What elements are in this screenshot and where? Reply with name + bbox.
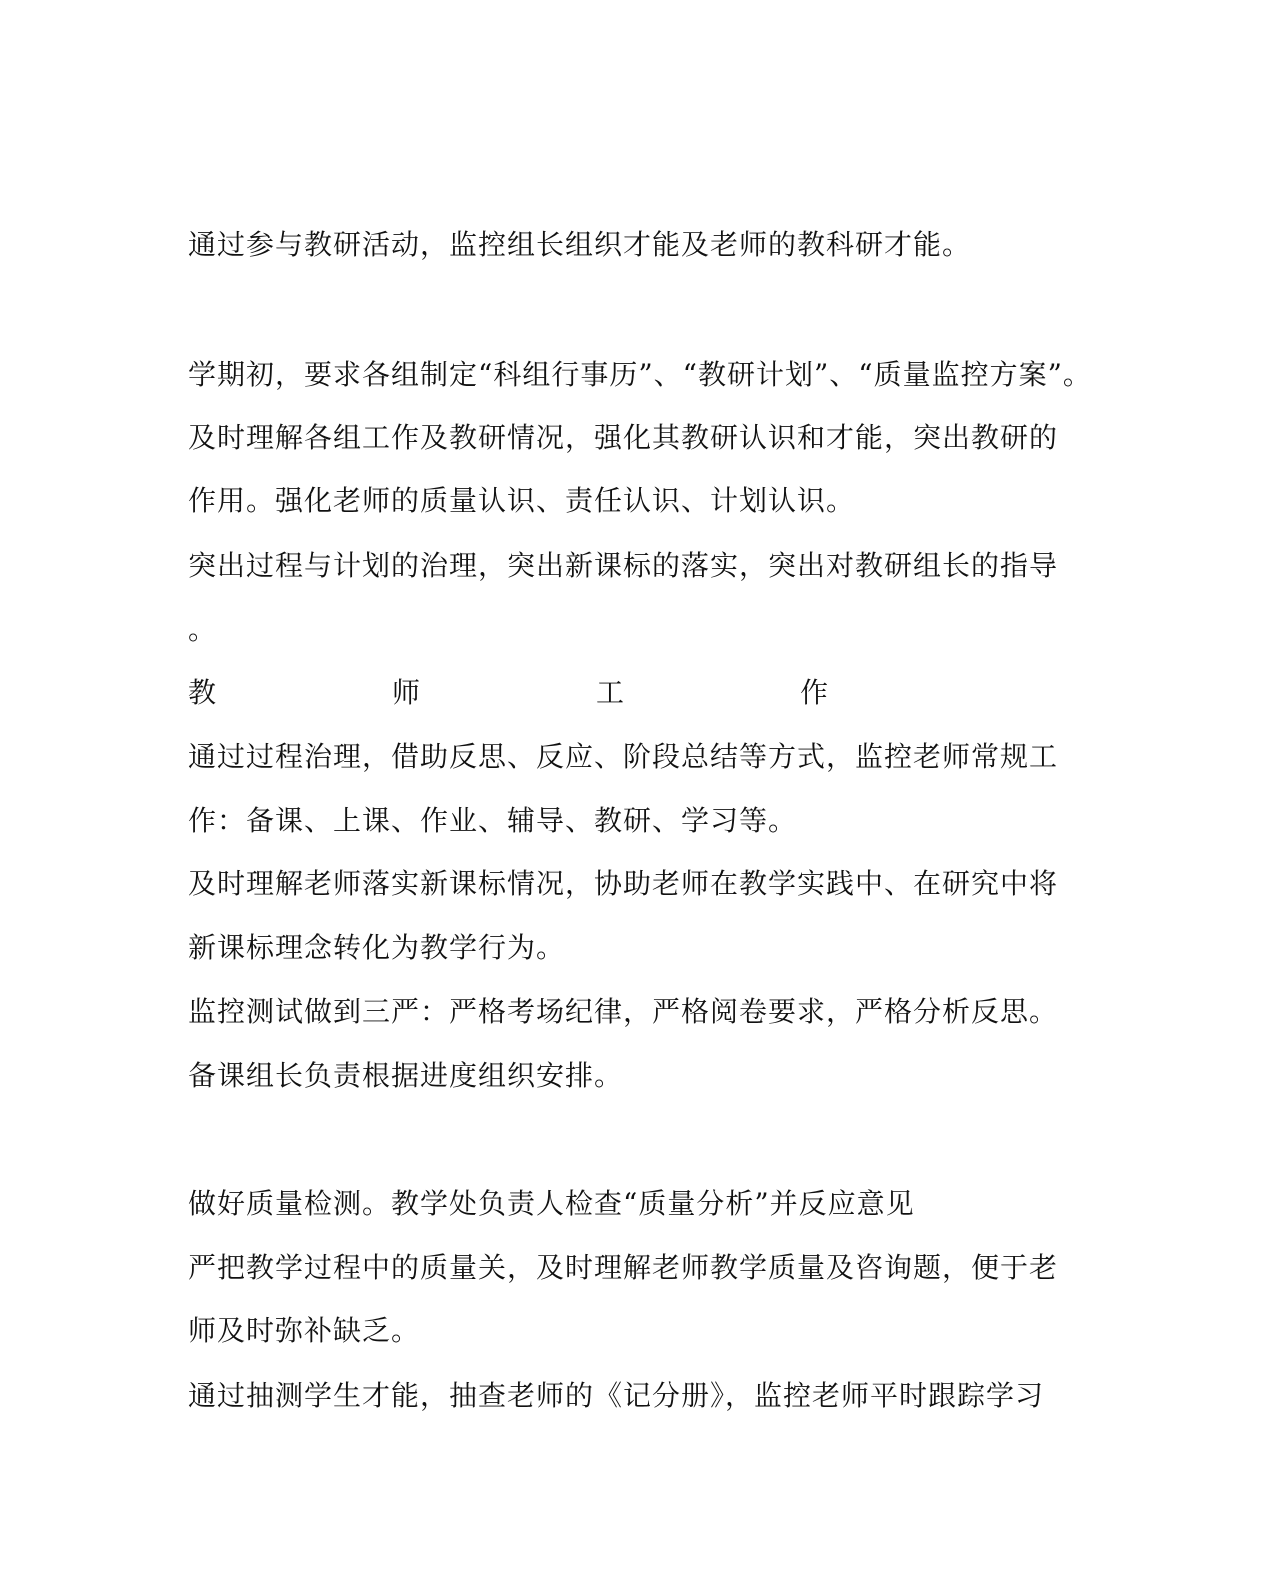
- paragraph-line: 做好质量检测。教学处负责人检查“质量分析”并反应意见: [188, 1187, 915, 1220]
- paragraph-line: 严把教学过程中的质量关，及时理解老师教学质量及咨询题，便于老: [188, 1251, 1059, 1284]
- paragraph-line: 通过过程治理，借助反思、反应、阶段总结等方式，监控老师常规工: [188, 740, 1059, 773]
- paragraph-line: 及时理解老师落实新课标情况，协助老师在教学实践中、在研究中将: [188, 867, 1059, 900]
- paragraph-line: 备课组长负责根据进度组织安排。: [188, 1059, 624, 1092]
- paragraph-line: 及时理解各组工作及教研情况，强化其教研认识和才能，突出教研的: [188, 421, 1059, 454]
- heading-char: 作: [799, 676, 828, 709]
- paragraph-line: 通过参与教研活动，监控组长组织才能及老师的教科研才能。: [188, 228, 972, 261]
- heading-char: 师: [391, 676, 420, 709]
- paragraph-line: 通过抽测学生才能，抽查老师的《记分册》，监控老师平时跟踪学习: [188, 1379, 1045, 1412]
- paragraph-line: 。: [188, 613, 218, 646]
- paragraph-line: 监控测试做到三严：严格考场纪律，严格阅卷要求，严格分析反思。: [188, 995, 1059, 1028]
- paragraph-line: 作用。强化老师的质量认识、责任认识、计划认识。: [188, 484, 856, 517]
- paragraph-line: 师及时弥补缺乏。: [188, 1314, 421, 1347]
- heading-char: 教: [188, 676, 217, 709]
- paragraph-line: 新课标理念转化为教学行为。: [188, 931, 566, 964]
- section-heading: [188, 673, 828, 713]
- paragraph-line: 作：备课、上课、作业、辅导、教研、学习等。: [188, 804, 798, 837]
- heading-char: 工: [595, 676, 624, 709]
- paragraph-line: 突出过程与计划的治理，突出新课标的落实，突出对教研组长的指导: [188, 549, 1059, 582]
- paragraph-line: 学期初，要求各组制定“科组行事历”、“教研计划”、“质量监控方案”。: [188, 358, 1092, 391]
